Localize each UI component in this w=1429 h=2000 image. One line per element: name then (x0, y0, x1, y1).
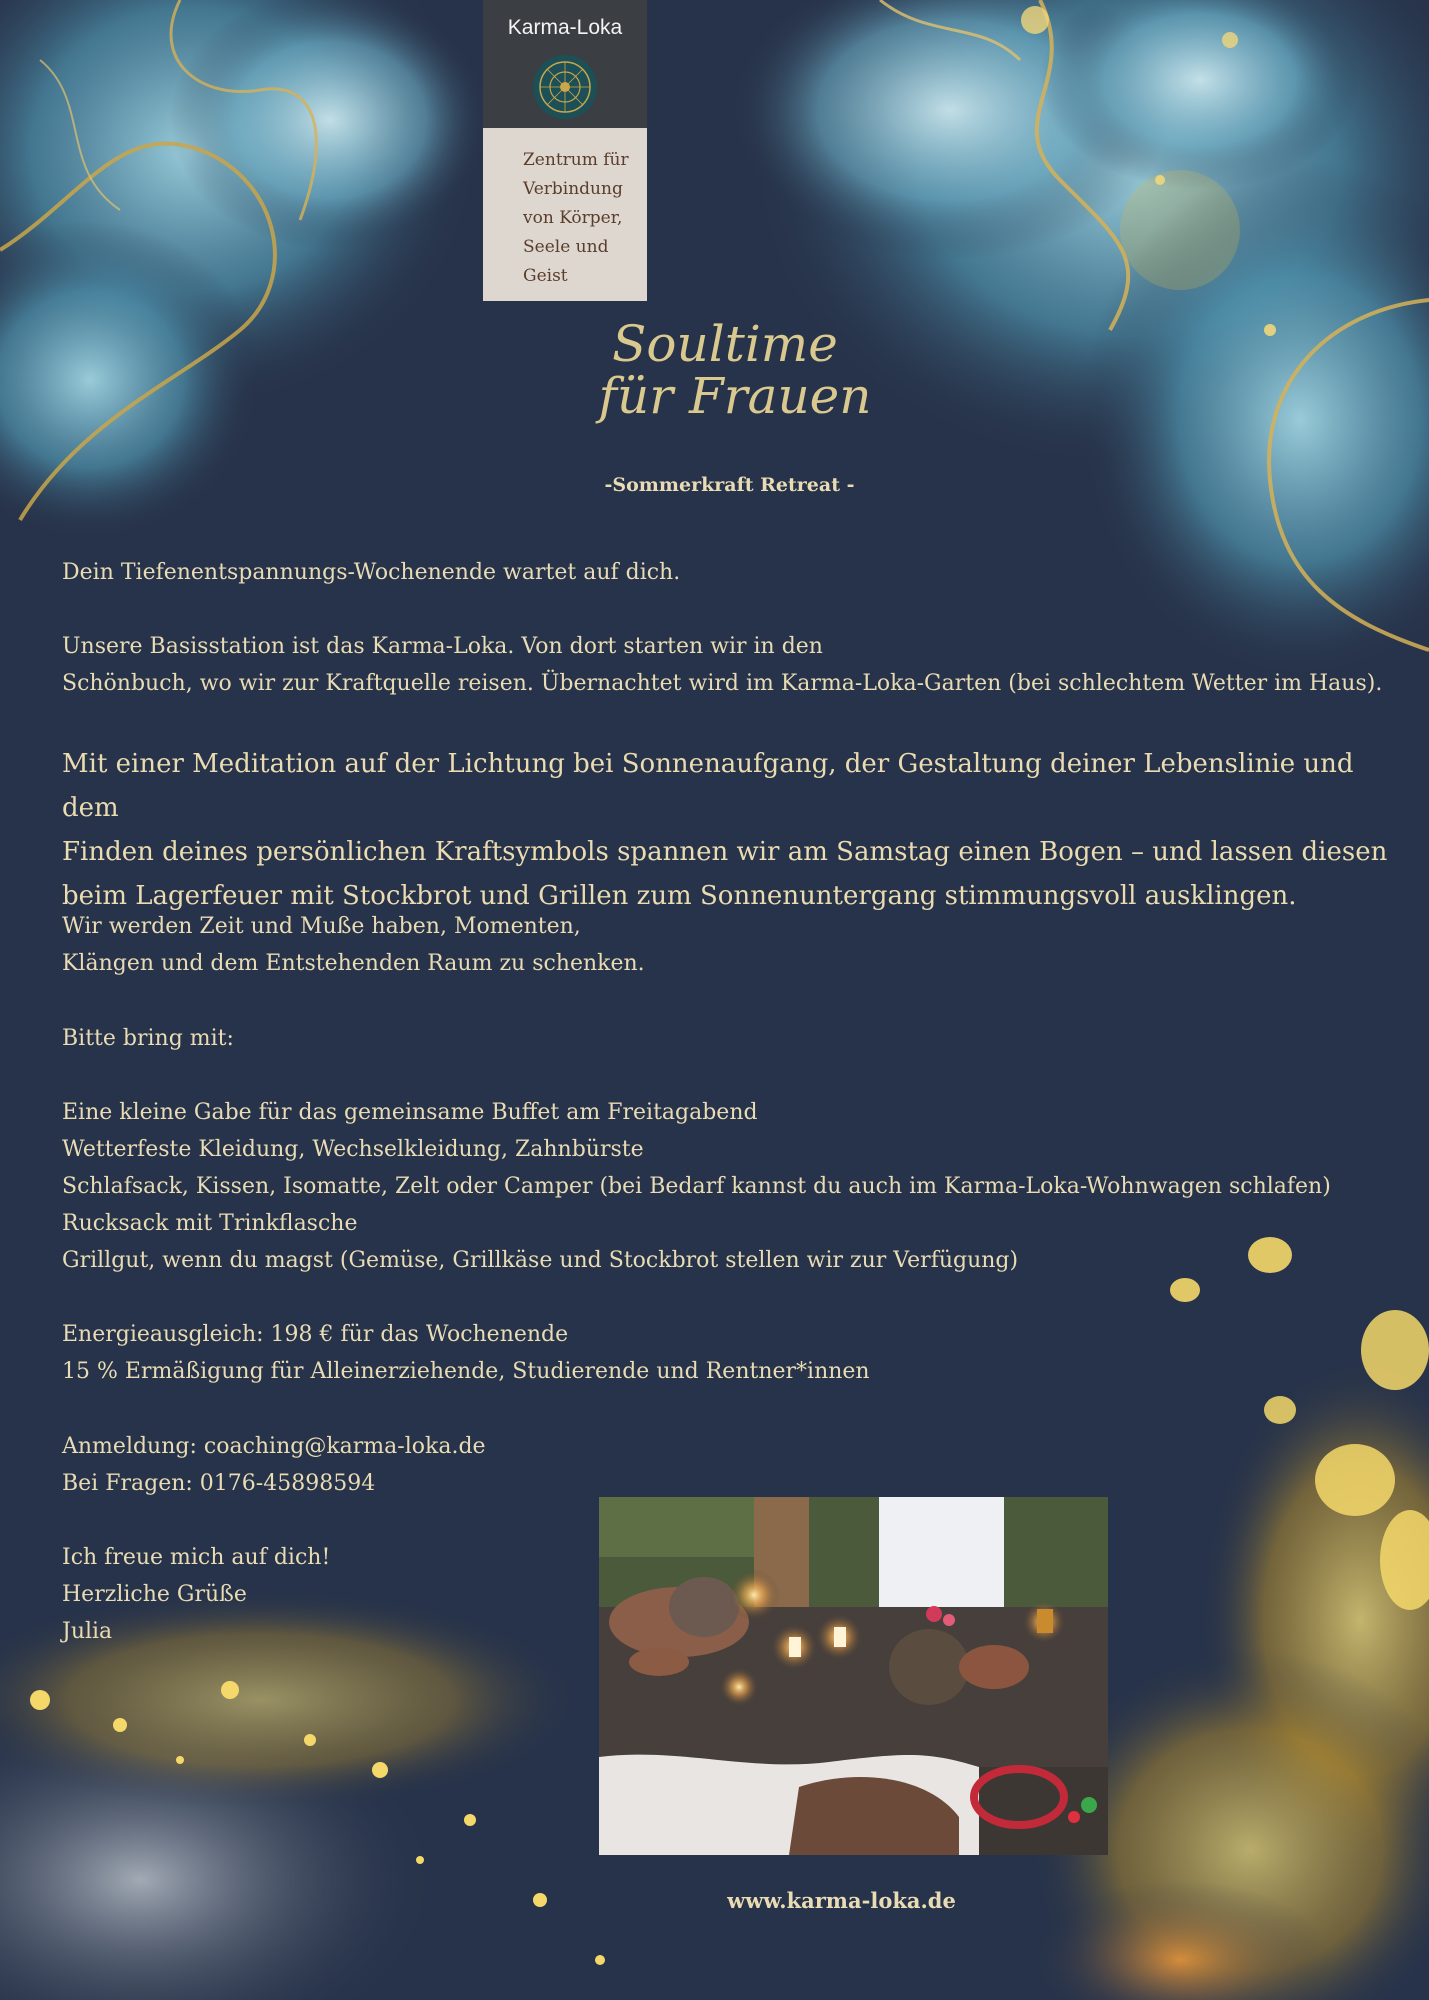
signup-email[interactable]: Anmeldung: coaching@karma-loka.de (62, 1434, 486, 1459)
event-subtitle: -Sommerkraft Retreat - (604, 474, 855, 496)
discount-line: 15 % Ermäßigung für Alleinerziehende, Studierende und Rentner*innen (62, 1359, 870, 1384)
pricing-paragraph (62, 1316, 870, 1390)
list-item: Wetterfeste Kleidung, Wechselkleidung, Zahnbürste (62, 1137, 644, 1162)
meditation-line-1: Mit einer Meditation auf der Lichtung bei Sonnenaufgang, der Gestaltung deiner Lebenslinie und dem (62, 749, 1354, 823)
base-line-2: Schönbuch, wo wir zur Kraftquelle reisen. Übernachtet wird im Karma-Loka-Garten (bei schlechtem Wetter im Haus). (62, 671, 1383, 696)
bring-list (62, 1094, 1331, 1279)
event-title (560, 315, 890, 425)
karma-loka-logo (483, 0, 647, 301)
logo-tagline: Zentrum für Verbindung von Körper, Seele und Geist (523, 150, 629, 286)
list-item: Rucksack mit Trinkflasche (62, 1211, 358, 1236)
event-title-line1: Soultime (612, 315, 838, 373)
signature-name: Julia (62, 1619, 113, 1644)
intro-text: Dein Tiefenentspannungs-Wochenende wartet auf dich. (62, 560, 681, 585)
website-link[interactable]: www.karma-loka.de (727, 1888, 956, 1913)
logo-name: Karma-Loka (507, 16, 623, 39)
logo-tagline-panel (483, 128, 647, 301)
time-paragraph (62, 908, 645, 982)
garden-candles-photo (599, 1497, 1108, 1855)
logo-header (483, 0, 647, 128)
price-line: Energieausgleich: 198 € für das Wochenende (62, 1322, 569, 1347)
meditation-line-3: beim Lagerfeuer mit Stockbrot und Grillen zum Sonnenuntergang stimmungsvoll ausklingen. (62, 881, 1297, 911)
mandala-icon (532, 54, 598, 120)
meditation-line-2: Finden deines persönlichen Kraftsymbols spannen wir am Samstag einen Bogen – und lassen diesen (62, 837, 1388, 867)
bring-heading: Bitte bring mit: (62, 1026, 234, 1051)
contact-paragraph (62, 1428, 486, 1502)
time-line-1: Wir werden Zeit und Muße haben, Momenten, (62, 914, 581, 939)
closing-paragraph (62, 1539, 330, 1650)
list-item: Schlafsack, Kissen, Isomatte, Zelt oder Camper (bei Bedarf kannst du auch im Karma-Loka-Wohnwagen schlafen) (62, 1174, 1331, 1199)
time-line-2: Klängen und dem Entstehenden Raum zu schenken. (62, 951, 645, 976)
event-title-line2: für Frauen (598, 367, 872, 425)
list-item: Eine kleine Gabe für das gemeinsame Buffet am Freitagabend (62, 1100, 758, 1125)
closing-line-2: Herzliche Grüße (62, 1582, 247, 1607)
closing-line-1: Ich freue mich auf dich! (62, 1545, 331, 1570)
list-item: Grillgut, wenn du magst (Gemüse, Grillkäse und Stockbrot stellen wir zur Verfügung) (62, 1248, 1019, 1273)
meditation-paragraph (62, 742, 1402, 918)
phone-number[interactable]: Bei Fragen: 0176-45898594 (62, 1471, 376, 1496)
base-paragraph (62, 628, 1382, 702)
base-line-1: Unsere Basisstation ist das Karma-Loka. Von dort starten wir in den (62, 634, 823, 659)
